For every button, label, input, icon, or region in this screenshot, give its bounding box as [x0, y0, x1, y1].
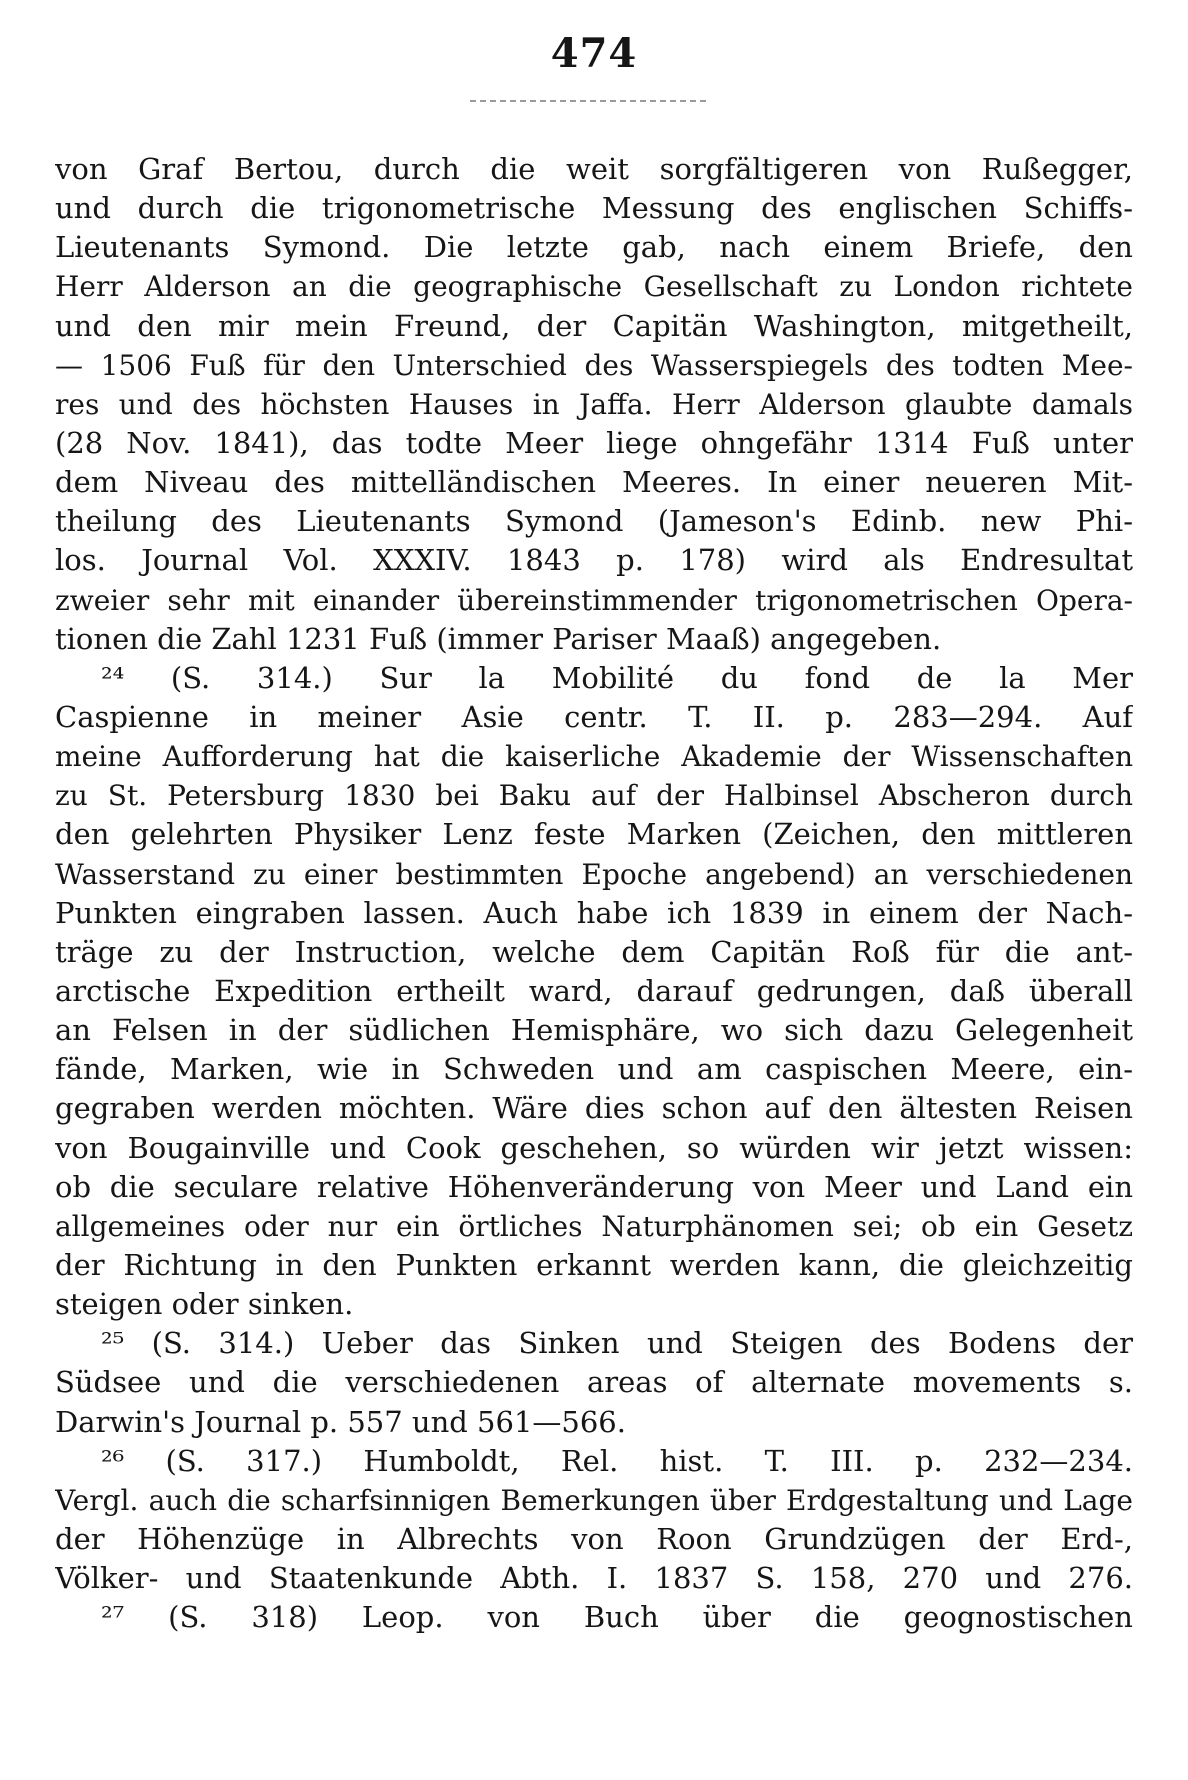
text-line: Südsee und die verschiedenen areas of alternate movements s. [55, 1365, 1133, 1400]
text-line: theilung des Lieutenants Symond (Jameson's Edinb. new Phi- [55, 504, 1133, 539]
text-line: meine Aufforderung hat die kaiserliche Akademie der Wissenschaften [55, 740, 1133, 774]
text-line: und durch die trigonometrische Messung des englischen Schiffs- [55, 191, 1133, 226]
footnote-26-start: ²⁶ (S. 317.) Humboldt, Rel. hist. T. III. p. 232—234. [101, 1443, 1133, 1478]
text-line: der Richtung in den Punkten erkannt werden kann, die gleichzeitig [55, 1247, 1133, 1282]
page-number: 474 [550, 30, 638, 77]
text-line: — 1506 Fuß für den Unterschied des Wasserspiegels des todten Mee- [55, 348, 1133, 382]
text-line: Vergl. auch die scharfsinnigen Bemerkungen über Erdgestaltung und Lage [55, 1483, 1133, 1517]
body-text [55, 150, 1133, 1637]
footnote-24-start: ²⁴ (S. 314.) Sur la Mobilité du fond de la Mer [101, 660, 1133, 695]
text-line: von Graf Bertou, durch die weit sorgfältigeren von Rußegger, [55, 152, 1133, 186]
footnote-27-start: ²⁷ (S. 318) Leop. von Buch über die geognostischen [101, 1600, 1133, 1635]
text-line: der Höhenzüge in Albrechts von Roon Grundzügen der Erd-, [55, 1521, 1133, 1556]
header-rule [470, 100, 706, 102]
text-line: Punkten eingraben lassen. Auch habe ich 1839 in einem der Nach- [55, 895, 1133, 930]
text-line: den gelehrten Physiker Lenz feste Marken (Zeichen, den mittleren [55, 817, 1133, 852]
text-line: zweier sehr mit einander übereinstimmender trigonometrischen Opera- [55, 583, 1133, 617]
text-line: Darwin's Journal p. 557 und 561—566. [55, 1404, 626, 1439]
text-line: los. Journal Vol. XXXIV. 1843 p. 178) wird als Endresultat [55, 543, 1133, 578]
text-line: arctische Expedition ertheilt ward, darauf gedrungen, daß überall [55, 973, 1133, 1008]
text-line: ob die seculare relative Höhenveränderung von Meer und Land ein [55, 1169, 1133, 1204]
text-line: allgemeines oder nur ein örtliches Naturphänomen sei; ob ein Gesetz [55, 1209, 1133, 1243]
text-line: Wasserstand zu einer bestimmten Epoche angebend) an verschiedenen [55, 857, 1133, 891]
text-line: tionen die Zahl 1231 Fuß (immer Pariser Maaß) angegeben. [55, 621, 942, 656]
text-line: dem Niveau des mittelländischen Meeres. In einer neueren Mit- [55, 465, 1133, 500]
text-line: an Felsen in der südlichen Hemisphäre, wo sich dazu Gelegenheit [55, 1013, 1133, 1048]
text-line: gegraben werden möchten. Wäre dies schon auf den ältesten Reisen [55, 1091, 1133, 1126]
text-line: Herr Alderson an die geographische Gesellschaft zu London richtete [55, 270, 1133, 304]
text-line: (28 Nov. 1841), das todte Meer liege ohngefähr 1314 Fuß unter [55, 425, 1133, 460]
text-line: Völker- und Staatenkunde Abth. I. 1837 S. 158, 270 und 276. [55, 1561, 1133, 1596]
footnote-25-start: ²⁵ (S. 314.) Ueber das Sinken und Steigen des Bodens der [101, 1326, 1133, 1361]
text-line: res und des höchsten Hauses in Jaffa. Herr Alderson glaubte damals [55, 387, 1133, 421]
text-line: träge zu der Instruction, welche dem Capitän Roß für die ant- [55, 934, 1133, 969]
text-line: von Bougainville und Cook geschehen, so würden wir jetzt wissen: [55, 1130, 1133, 1165]
text-line: Lieutenants Symond. Die letzte gab, nach einem Briefe, den [55, 230, 1133, 265]
text-line: steigen oder sinken. [55, 1287, 354, 1322]
text-line: fände, Marken, wie in Schweden und am caspischen Meere, ein- [55, 1052, 1133, 1087]
text-line: Caspienne in meiner Asie centr. T. II. p. 283—294. Auf [55, 699, 1133, 734]
text-line: zu St. Petersburg 1830 bei Baku auf der Halbinsel Abscheron durch [55, 779, 1133, 813]
text-line: und den mir mein Freund, der Capitän Washington, mitgetheilt, [55, 308, 1133, 343]
